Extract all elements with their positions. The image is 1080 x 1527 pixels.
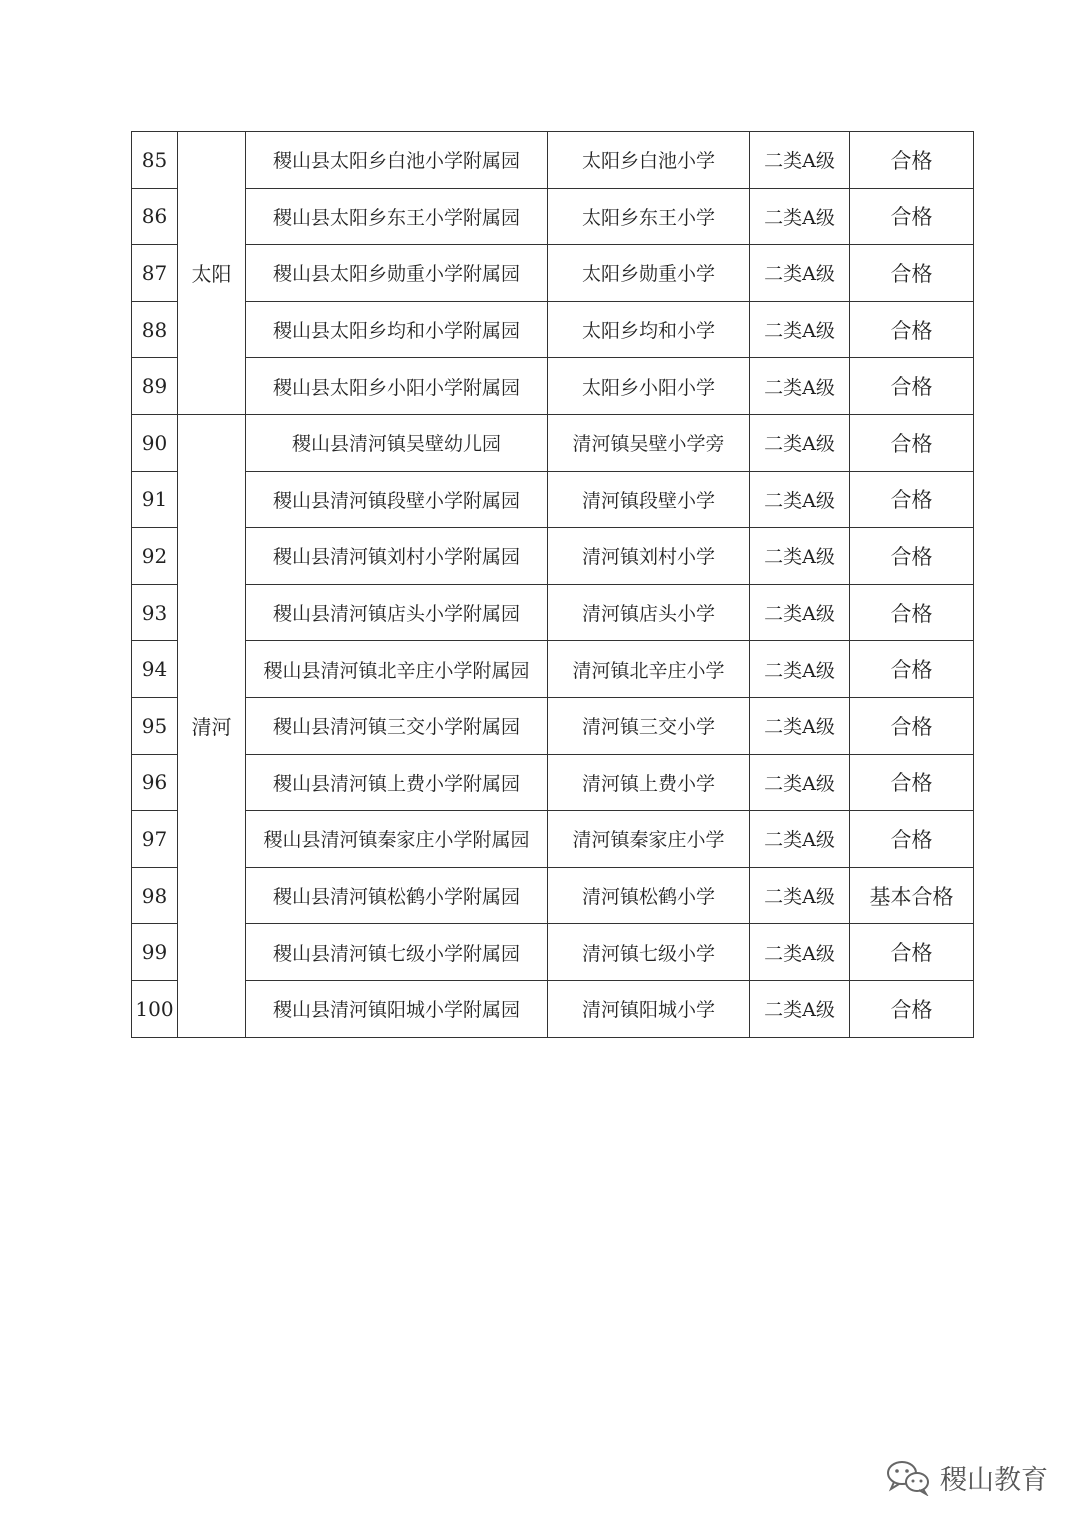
account-watermark bbox=[884, 1455, 1048, 1499]
kindergarten-category: 二类A级 bbox=[750, 358, 850, 415]
kindergarten-name: 稷山县太阳乡均和小学附属园 bbox=[246, 301, 548, 358]
kindergarten-name: 稷山县清河镇三交小学附属园 bbox=[246, 697, 548, 754]
table-row bbox=[132, 811, 974, 868]
kindergarten-location: 清河镇阳城小学 bbox=[548, 980, 750, 1037]
inspection-result: 合格 bbox=[850, 924, 974, 981]
kindergarten-name: 稷山县清河镇北辛庄小学附属园 bbox=[246, 641, 548, 698]
inspection-result: 合格 bbox=[850, 301, 974, 358]
kindergarten-name: 稷山县清河镇秦家庄小学附属园 bbox=[246, 811, 548, 868]
row-number: 87 bbox=[132, 245, 178, 302]
table-row bbox=[132, 697, 974, 754]
inspection-result: 合格 bbox=[850, 584, 974, 641]
kindergarten-name: 稷山县清河镇店头小学附属园 bbox=[246, 584, 548, 641]
kindergarten-name: 稷山县清河镇松鹤小学附属园 bbox=[246, 867, 548, 924]
inspection-result: 合格 bbox=[850, 358, 974, 415]
table-row bbox=[132, 471, 974, 528]
kindergarten-category: 二类A级 bbox=[750, 641, 850, 698]
kindergarten-category: 二类A级 bbox=[750, 245, 850, 302]
table-row bbox=[132, 188, 974, 245]
inspection-result: 合格 bbox=[850, 980, 974, 1037]
inspection-result: 合格 bbox=[850, 414, 974, 471]
inspection-result: 合格 bbox=[850, 641, 974, 698]
kindergarten-location: 清河镇秦家庄小学 bbox=[548, 811, 750, 868]
kindergarten-name: 稷山县清河镇刘村小学附属园 bbox=[246, 528, 548, 585]
kindergarten-category: 二类A级 bbox=[750, 584, 850, 641]
kindergarten-location: 太阳乡白池小学 bbox=[548, 132, 750, 189]
table-row bbox=[132, 132, 974, 189]
kindergarten-category: 二类A级 bbox=[750, 471, 850, 528]
kindergarten-name: 稷山县清河镇段壁小学附属园 bbox=[246, 471, 548, 528]
row-number: 94 bbox=[132, 641, 178, 698]
table-row bbox=[132, 528, 974, 585]
inspection-result: 合格 bbox=[850, 132, 974, 189]
kindergarten-name: 稷山县清河镇七级小学附属园 bbox=[246, 924, 548, 981]
kindergarten-category: 二类A级 bbox=[750, 867, 850, 924]
inspection-result: 合格 bbox=[850, 754, 974, 811]
row-number: 98 bbox=[132, 867, 178, 924]
table-row bbox=[132, 641, 974, 698]
inspection-result: 合格 bbox=[850, 697, 974, 754]
table-row bbox=[132, 980, 974, 1037]
row-number: 85 bbox=[132, 132, 178, 189]
kindergarten-category: 二类A级 bbox=[750, 301, 850, 358]
town-name: 清河 bbox=[178, 414, 246, 1037]
row-number: 99 bbox=[132, 924, 178, 981]
inspection-result: 合格 bbox=[850, 811, 974, 868]
town-name: 太阳 bbox=[178, 132, 246, 415]
kindergarten-name: 稷山县清河镇上费小学附属园 bbox=[246, 754, 548, 811]
row-number: 88 bbox=[132, 301, 178, 358]
row-number: 89 bbox=[132, 358, 178, 415]
kindergarten-name: 稷山县太阳乡小阳小学附属园 bbox=[246, 358, 548, 415]
kindergarten-location: 清河镇刘村小学 bbox=[548, 528, 750, 585]
kindergarten-category: 二类A级 bbox=[750, 924, 850, 981]
inspection-result: 基本合格 bbox=[850, 867, 974, 924]
table-row bbox=[132, 358, 974, 415]
row-number: 96 bbox=[132, 754, 178, 811]
row-number: 86 bbox=[132, 188, 178, 245]
kindergarten-table bbox=[131, 131, 974, 1038]
table-row bbox=[132, 867, 974, 924]
table-row bbox=[132, 584, 974, 641]
kindergarten-category: 二类A级 bbox=[750, 980, 850, 1037]
table-row bbox=[132, 414, 974, 471]
kindergarten-category: 二类A级 bbox=[750, 132, 850, 189]
kindergarten-location: 太阳乡均和小学 bbox=[548, 301, 750, 358]
kindergarten-name: 稷山县太阳乡白池小学附属园 bbox=[246, 132, 548, 189]
kindergarten-location: 太阳乡勋重小学 bbox=[548, 245, 750, 302]
row-number: 92 bbox=[132, 528, 178, 585]
row-number: 95 bbox=[132, 697, 178, 754]
table-row bbox=[132, 245, 974, 302]
kindergarten-location: 太阳乡小阳小学 bbox=[548, 358, 750, 415]
kindergarten-category: 二类A级 bbox=[750, 414, 850, 471]
kindergarten-location: 清河镇北辛庄小学 bbox=[548, 641, 750, 698]
kindergarten-location: 清河镇吴壁小学旁 bbox=[548, 414, 750, 471]
kindergarten-name: 稷山县清河镇吴壁幼儿园 bbox=[246, 414, 548, 471]
kindergarten-category: 二类A级 bbox=[750, 188, 850, 245]
kindergarten-category: 二类A级 bbox=[750, 697, 850, 754]
table-row bbox=[132, 301, 974, 358]
kindergarten-location: 太阳乡东王小学 bbox=[548, 188, 750, 245]
kindergarten-location: 清河镇七级小学 bbox=[548, 924, 750, 981]
kindergarten-location: 清河镇店头小学 bbox=[548, 584, 750, 641]
row-number: 100 bbox=[132, 980, 178, 1037]
kindergarten-name: 稷山县太阳乡勋重小学附属园 bbox=[246, 245, 548, 302]
kindergarten-name: 稷山县清河镇阳城小学附属园 bbox=[246, 980, 548, 1037]
row-number: 90 bbox=[132, 414, 178, 471]
inspection-result: 合格 bbox=[850, 528, 974, 585]
kindergarten-location: 清河镇松鹤小学 bbox=[548, 867, 750, 924]
kindergarten-category: 二类A级 bbox=[750, 528, 850, 585]
watermark-text: 稷山教育 bbox=[940, 1464, 1048, 1496]
inspection-result: 合格 bbox=[850, 188, 974, 245]
kindergarten-location: 清河镇段壁小学 bbox=[548, 471, 750, 528]
kindergarten-category: 二类A级 bbox=[750, 811, 850, 868]
wechat-icon bbox=[884, 1458, 932, 1496]
table-body bbox=[132, 132, 974, 1038]
row-number: 91 bbox=[132, 471, 178, 528]
inspection-result: 合格 bbox=[850, 471, 974, 528]
kindergarten-name: 稷山县太阳乡东王小学附属园 bbox=[246, 188, 548, 245]
kindergarten-location: 清河镇上费小学 bbox=[548, 754, 750, 811]
row-number: 97 bbox=[132, 811, 178, 868]
inspection-result: 合格 bbox=[850, 245, 974, 302]
table-row bbox=[132, 754, 974, 811]
kindergarten-category: 二类A级 bbox=[750, 754, 850, 811]
kindergarten-location: 清河镇三交小学 bbox=[548, 697, 750, 754]
row-number: 93 bbox=[132, 584, 178, 641]
table-row bbox=[132, 924, 974, 981]
